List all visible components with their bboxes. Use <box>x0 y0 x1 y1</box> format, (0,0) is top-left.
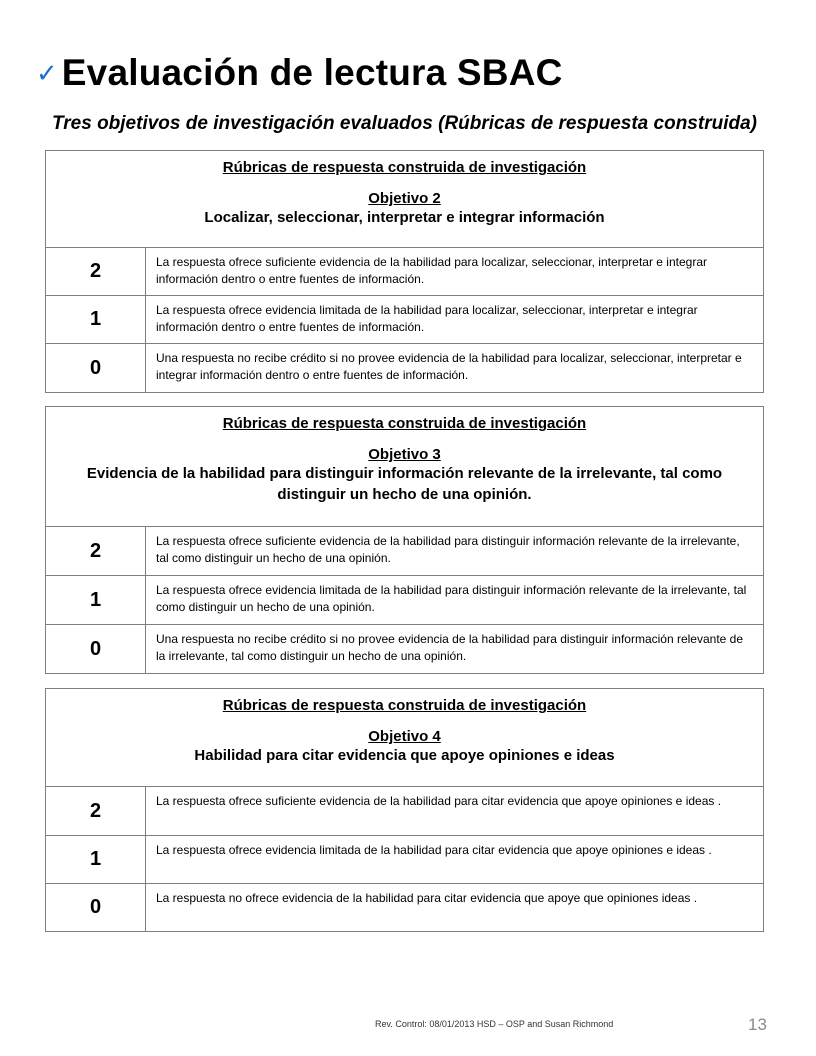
score-cell: 1 <box>46 296 146 343</box>
rubric-header <box>46 407 763 527</box>
score-description: La respuesta ofrece suficiente evidencia de la habilidad para distinguir información relevante de la irrelevante, tal como distinguir un hecho de una opinión. <box>156 534 740 565</box>
page-title: Evaluación de lectura SBAC <box>61 52 563 93</box>
page-subtitle: Tres objetivos de investigación evaluados (Rúbricas de respuesta construida) <box>52 113 757 134</box>
score-description: La respuesta ofrece evidencia limitada de la habilidad para localizar, seleccionar, interpretar e integrar información dentro o entre fuentes de información. <box>156 303 698 334</box>
rubric-objective-description: Localizar, seleccionar, interpretar e integrar información <box>204 209 605 226</box>
rubric-row <box>46 248 763 296</box>
rubric-objective: Objetivo 3 <box>368 446 441 463</box>
score-description: La respuesta no ofrece evidencia de la habilidad para citar evidencia que apoye que opiniones ideas . <box>156 891 698 905</box>
rubric-table-objective-2 <box>45 150 764 393</box>
rubric-header <box>46 151 763 248</box>
rubric-row <box>46 527 763 576</box>
score-cell: 1 <box>46 836 146 883</box>
rubric-table-objective-3 <box>45 406 764 674</box>
score-cell: 0 <box>46 625 146 673</box>
rubric-row <box>46 836 763 884</box>
score-cell: 0 <box>46 344 146 392</box>
rubric-row <box>46 296 763 344</box>
rubric-title: Rúbricas de respuesta construida de investigación <box>222 159 587 176</box>
rubric-objective-description: Evidencia de la habilidad para distinguir información relevante de la irrelevante, tal como distinguir un hecho de una opinión. <box>86 465 723 503</box>
score-description: La respuesta ofrece evidencia limitada de la habilidad para citar evidencia que apoye opiniones e ideas . <box>156 843 712 857</box>
score-description: La respuesta ofrece suficiente evidencia de la habilidad para localizar, seleccionar, interpretar e integrar información dentro o entre fuentes de información. <box>156 255 707 286</box>
rubric-header <box>46 689 763 787</box>
rubric-table-objective-4 <box>45 688 764 932</box>
footer-revision-text: Rev. Control: 08/01/2013 HSD – OSP and Susan Richmond <box>375 1019 614 1029</box>
title-block <box>36 52 563 94</box>
score-cell: 2 <box>46 787 146 835</box>
rubric-objective: Objetivo 2 <box>368 190 441 207</box>
rubric-row <box>46 884 763 931</box>
checkmark-icon: ✓ <box>36 58 58 88</box>
rubric-row <box>46 344 763 392</box>
rubric-objective-description: Habilidad para citar evidencia que apoye opiniones e ideas <box>194 747 615 764</box>
score-description: La respuesta ofrece evidencia limitada de la habilidad para distinguir información relevante de la irrelevante, tal como distinguir un hecho de una opinión. <box>156 583 747 614</box>
score-cell: 0 <box>46 884 146 931</box>
score-description: Una respuesta no recibe crédito si no provee evidencia de la habilidad para localizar, seleccionar, interpretar e integrar información dentro o entre fuentes de información. <box>156 351 742 382</box>
rubric-title: Rúbricas de respuesta construida de investigación <box>222 697 587 714</box>
rubric-row <box>46 576 763 625</box>
page-number: 13 <box>748 1015 767 1034</box>
score-cell: 1 <box>46 576 146 624</box>
score-description: La respuesta ofrece suficiente evidencia de la habilidad para citar evidencia que apoye opiniones e ideas . <box>156 794 722 808</box>
score-cell: 2 <box>46 248 146 295</box>
rubric-row <box>46 625 763 673</box>
rubric-row <box>46 787 763 836</box>
rubric-title: Rúbricas de respuesta construida de investigación <box>222 415 587 432</box>
score-description: Una respuesta no recibe crédito si no provee evidencia de la habilidad para distinguir información relevante de la irrelevante, tal como distinguir un hecho de una opinión. <box>156 632 744 663</box>
rubric-objective: Objetivo 4 <box>368 728 441 745</box>
score-cell: 2 <box>46 527 146 575</box>
